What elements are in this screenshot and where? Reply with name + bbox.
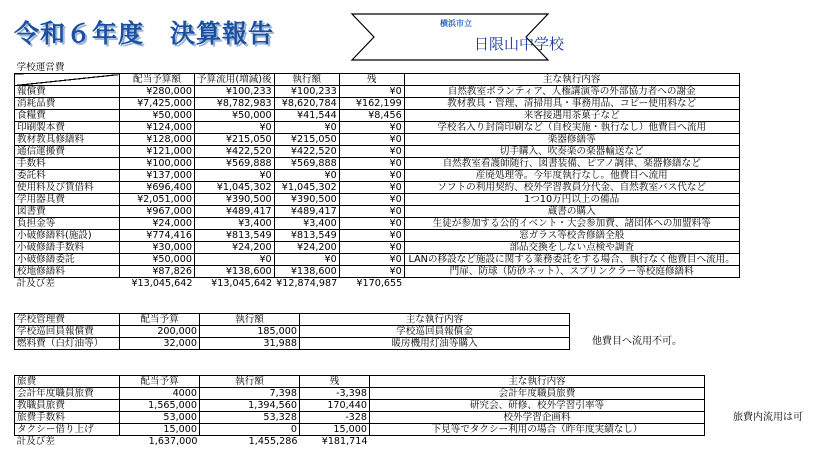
table-row [15,424,705,436]
table-cell: ¥280,000 [120,86,195,98]
row-label: 報償費 [15,86,120,98]
table-cell: ¥138,600 [274,266,339,278]
table-cell: 15,000 [120,424,200,436]
table-cell: 学校巡回員報償金 [300,326,570,338]
total-label: 計及び差 [16,277,55,289]
table-row [15,230,740,242]
table-cell: ¥7,425,000 [120,98,195,110]
table-cell: 窓ガラス等校舎修繕全般 [404,230,739,242]
table-row [15,146,740,158]
table-cell: 暖房機用灯油等購入 [300,338,570,350]
table-cell: ¥813,549 [274,230,339,242]
table-cell: 下見等でタクシー利用の場合（昨年度実績なし） [370,424,705,436]
row-label: 手数料 [15,158,120,170]
table-cell: 自然教室ボランティア、人権講演等の外部協力者への謝金 [404,86,739,98]
table-cell: ¥137,000 [120,170,195,182]
row-label: 会計年度職員旅費 [15,388,120,400]
table-row [15,134,740,146]
table-cell: ¥215,050 [274,134,339,146]
total-row [15,278,740,290]
header-cell: 執行額 [274,74,339,86]
header-cell: 予算流用(増減)後 [195,74,275,86]
table-cell: 1,565,000 [120,400,200,412]
row-label: 校地修繕料 [15,266,120,278]
header-cell: 残 [300,376,370,388]
row-label: 食糧費 [15,110,120,122]
table-cell: ¥489,417 [274,206,339,218]
row-label: 学用器具費 [15,194,120,206]
table-cell: ¥1,045,302 [274,182,339,194]
table-cell: ¥0 [339,122,404,134]
table-cell: ¥0 [195,254,275,266]
table-cell: 研究会、研修、校外学習引率等 [370,400,705,412]
table-cell: ¥100,233 [195,86,275,98]
table-cell: ¥0 [339,266,404,278]
table-cell: ¥0 [339,230,404,242]
management-note: 他費目へ流用不可。 [592,336,682,347]
table-cell: ¥41,544 [274,110,339,122]
row-label: 通信運搬費 [15,146,120,158]
table-cell: ¥0 [339,170,404,182]
header-cell: 配当予算額 [120,74,195,86]
table-cell: ¥0 [339,194,404,206]
table-cell: 校外学習企画料 [370,412,705,424]
total-row [15,436,705,448]
table-cell: ¥813,549 [195,230,275,242]
table-cell: 生徒が参加する公的イベント・大会参加費、諸団体への加盟料等 [404,218,739,230]
table-cell: ¥8,620,784 [274,98,339,110]
table-cell: ¥0 [339,158,404,170]
table-row [15,182,740,194]
total-cell: ¥181,714 [321,435,368,447]
total-cell: ¥12,874,987 [276,277,338,289]
table-row [15,400,705,412]
table-cell: ¥569,888 [195,158,275,170]
table-cell: ¥30,000 [120,242,195,254]
table-cell: 31,988 [200,338,300,350]
table-cell: ¥100,233 [274,86,339,98]
total-cell [404,278,739,290]
table-cell: ¥967,000 [120,206,195,218]
table-cell: 切手購入、吹奏楽の楽器輸送など [404,146,739,158]
table-cell: ¥0 [339,242,404,254]
table-cell: ¥0 [339,218,404,230]
table-cell: ¥3,400 [274,218,339,230]
table-row [15,388,705,400]
travel-note: 旅費内流用は可 [733,412,803,423]
table-cell: ¥24,000 [120,218,195,230]
row-label: 教職員旅費 [15,400,120,412]
table-cell: ¥8,456 [339,110,404,122]
table-cell: ¥8,782,983 [195,98,275,110]
table-cell: ¥422,520 [274,146,339,158]
table-header-row [15,376,705,388]
table-cell: ¥0 [339,182,404,194]
operating-expenses-table [14,62,740,289]
table-row [15,266,740,278]
total-cell [370,436,705,448]
header-cell: 執行額 [200,376,300,388]
total-cell: ¥13,045,642 [211,277,273,289]
total-cell: 1,637,000 [148,435,198,447]
row-label: 消耗品費 [15,98,120,110]
table-cell: ソフトの利用契約、校外学習教員分代金、自然教室バス代など [404,182,739,194]
table-row [15,326,570,338]
table-cell: ¥0 [274,254,339,266]
table-cell: ¥24,200 [274,242,339,254]
table-cell: ¥50,000 [195,110,275,122]
row-label: 負担金等 [15,218,120,230]
table-row [15,338,570,350]
table-cell: ¥87,826 [120,266,195,278]
management-expenses-table [14,313,570,350]
total-cell: 1,455,286 [248,435,298,447]
table-row [15,218,740,230]
table-cell: 53,328 [200,412,300,424]
table-cell: ¥0 [339,206,404,218]
table-cell: ¥0 [195,170,275,182]
table-row [15,86,740,98]
header-cell: 主な執行内容 [300,314,570,326]
table-cell: ¥0 [339,146,404,158]
table-cell: ¥121,000 [120,146,195,158]
banner-city: 横浜市立 [440,19,472,28]
table-cell: ¥696,400 [120,182,195,194]
row-label: 印刷製本費 [15,122,120,134]
table-cell: 32,000 [120,338,200,350]
table-row [15,122,740,134]
table-cell: ¥774,416 [120,230,195,242]
table-cell: 53,000 [120,412,200,424]
table-cell: 4000 [120,388,200,400]
table-cell: 1,394,560 [200,400,300,412]
table-cell: 0 [200,424,300,436]
table-cell: ¥162,199 [339,98,404,110]
table-header-row [15,314,570,326]
row-label: 旅費手数料 [15,412,120,424]
table-row [15,412,705,424]
total-label: 計及び差 [16,435,55,447]
row-label: 小破修繕手数料 [15,242,120,254]
row-label: 学校巡回員報償費 [15,326,120,338]
row-label: 図書費 [15,206,120,218]
total-cell: ¥13,045,642 [131,277,193,289]
table-cell: -3,398 [300,388,370,400]
table-cell: 来客接遇用茶菓子など [404,110,739,122]
table-cell: 蔵書の購入 [404,206,739,218]
table-cell: 170,440 [300,400,370,412]
table-cell: ¥100,000 [120,158,195,170]
row-label: 燃料費（白灯油等） [15,338,120,350]
row-label: 委託料 [15,170,120,182]
row-label: 教材教具修繕料 [15,134,120,146]
table-cell: -328 [300,412,370,424]
table-cell: ¥3,400 [195,218,275,230]
table-cell: ¥128,000 [120,134,195,146]
header-cell: 主な執行内容 [404,74,739,86]
table-cell: LANの移設など施設に関する業務委託をする場合、執行なく他費目へ流用。 [404,254,739,266]
table-row [15,158,740,170]
table-cell: ¥0 [339,134,404,146]
table-row [15,98,740,110]
table-row [15,254,740,266]
page-title: 令和６年度 決算報告 [14,19,275,48]
table-header-row [15,74,740,86]
table-cell: 楽器修繕等 [404,134,739,146]
table-cell: ¥50,000 [120,110,195,122]
table-cell: 部品交換をしない点検や調査 [404,242,739,254]
table-cell: 自然教室看護師随行、図書装備、ピアノ調律、楽器修繕など [404,158,739,170]
table-cell: 門扉、防球（防砂ネット）、スプリンクラー等校庭修繕料 [404,266,739,278]
table-cell: ¥2,051,000 [120,194,195,206]
table-row [15,194,740,206]
table-cell: ¥0 [274,122,339,134]
table-cell: 185,000 [200,326,300,338]
table-cell: 産廃処理等。今年度執行なし。他費目へ流用 [404,170,739,182]
table-cell: ¥124,000 [120,122,195,134]
header-cell: 残 [339,74,404,86]
table-cell: ¥50,000 [120,254,195,266]
table-cell: ¥0 [274,170,339,182]
table-cell: 7,398 [200,388,300,400]
table-cell: 学校名入り封筒印刷など（自校実施・執行なし）他費目へ流用 [404,122,739,134]
table-cell: ¥390,500 [274,194,339,206]
table-row [15,110,740,122]
table-cell: ¥0 [339,254,404,266]
travel-expenses-table [14,375,705,447]
banner-school-name: 日限山中学校 [474,35,565,53]
row-label: 使用料及び賃借料 [15,182,120,194]
table-cell: ¥0 [339,86,404,98]
table-cell: ¥390,500 [195,194,275,206]
table-cell: 1つ10万円以上の備品 [404,194,739,206]
header-cell: 配当予算 [120,376,200,388]
table-cell: ¥24,200 [195,242,275,254]
header-cell: 配当予算 [120,314,200,326]
header-cell: 旅費 [15,376,120,388]
table-row [15,170,740,182]
table-cell: ¥215,050 [195,134,275,146]
table-cell: 会計年度職員旅費 [370,388,705,400]
table-cell: 教材教具・管理、清掃用具・事務用品、コピー使用料など [404,98,739,110]
header-cell: 主な執行内容 [370,376,705,388]
row-label: 小破修繕委託 [15,254,120,266]
header-cell: 学校管理費 [15,314,120,326]
table-cell: ¥138,600 [195,266,275,278]
table-cell: ¥1,045,302 [195,182,275,194]
table-row [15,206,740,218]
total-cell: ¥170,655 [356,277,403,289]
table-cell: 15,000 [300,424,370,436]
header-diagonal-cell [15,74,120,86]
row-label: タクシー借り上げ [15,424,120,436]
operating-caption: 学校運営費 [16,62,65,73]
table-cell: ¥0 [195,122,275,134]
table-cell: ¥569,888 [274,158,339,170]
table-cell: 200,000 [120,326,200,338]
table-row [15,242,740,254]
header-cell: 執行額 [200,314,300,326]
table-cell: ¥422,520 [195,146,275,158]
row-label: 小破修繕料(施設) [15,230,120,242]
table-cell: ¥489,417 [195,206,275,218]
